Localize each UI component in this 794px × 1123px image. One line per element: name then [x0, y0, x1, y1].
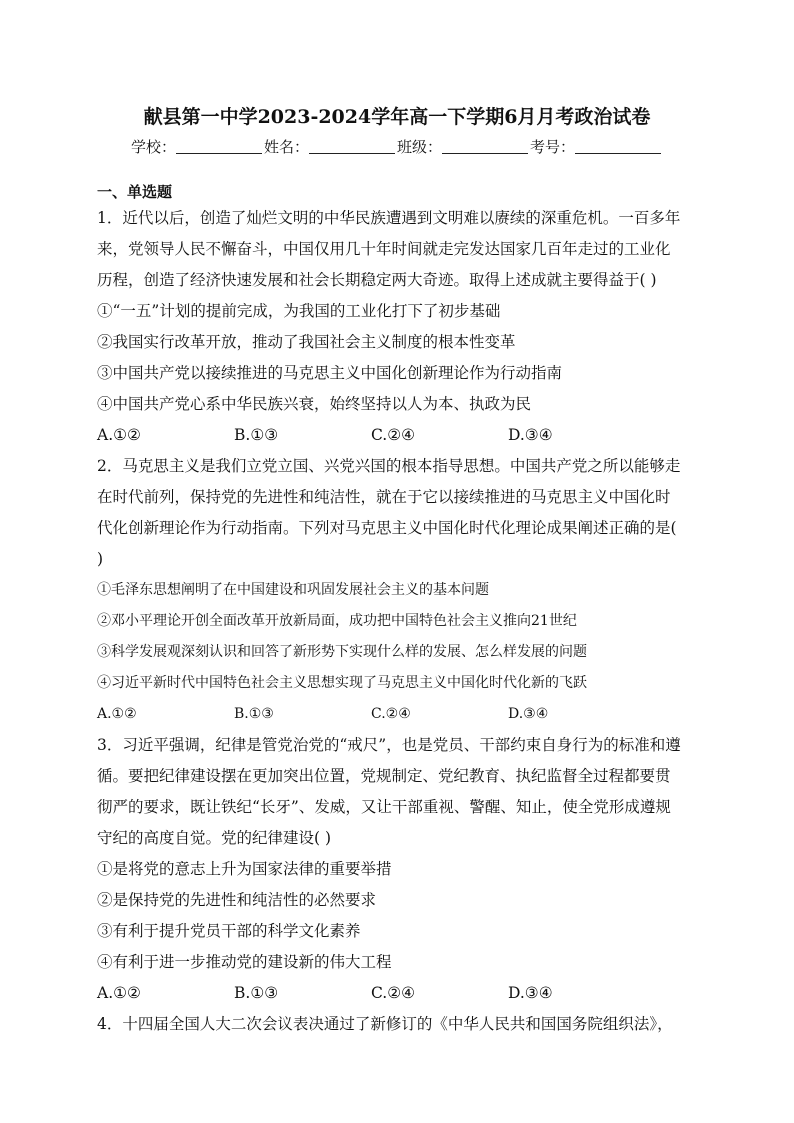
- name-blank[interactable]: [309, 139, 395, 154]
- name-label: 姓名：: [263, 138, 309, 156]
- question-stem-line: 来，党领导人民不懈奋斗，中国仅用几十年时间就走完发达国家几百年走过的工业化: [97, 240, 671, 258]
- question-1: [97, 203, 703, 451]
- question-stem-line: 循。要把纪律建设摆在更加突出位置，党规制定、党纪教育、执纪监督全过程都要贯: [97, 767, 671, 785]
- question-2: [97, 451, 703, 730]
- statement: ③有利于提升党员干部的科学文化素养: [97, 922, 361, 940]
- choice-b[interactable]: B.①③: [234, 706, 274, 722]
- exam-title: 献县第一中学2023-2024学年高一下学期6月月考政治试卷: [143, 106, 651, 128]
- question-4: [97, 1009, 703, 1040]
- questions-area: [97, 203, 703, 1040]
- statement: ①是将党的意志上升为国家法律的重要举措: [97, 860, 392, 878]
- answer-choices: [97, 699, 703, 730]
- choice-a[interactable]: A.①②: [97, 984, 141, 1002]
- question-stem-line: 守纪的高度自觉。党的纪律建设( ): [97, 829, 332, 847]
- statement: ③中国共产党以接续推进的马克思主义中国化创新理论作为行动指南: [97, 364, 563, 382]
- question-stem-line: ): [97, 550, 104, 568]
- student-info-line: [0, 136, 794, 157]
- choice-b[interactable]: B.①③: [234, 984, 279, 1002]
- statement: ②是保持党的先进性和纯洁性的必然要求: [97, 891, 377, 909]
- statement: ④习近平新时代中国特色社会主义思想实现了马克思主义中国化时代化新的飞跃: [97, 675, 587, 691]
- question-stem-line: 1．近代以后，创造了灿烂文明的中华民族遭遇到文明难以赓续的深重危机。一百多年: [97, 209, 681, 227]
- question-stem-line: 在时代前列，保持党的先进性和纯洁性，就在于它以接续推进的马克思主义中国化时: [97, 488, 671, 506]
- choice-d[interactable]: D.③④: [508, 426, 553, 444]
- choice-b[interactable]: B.①③: [234, 426, 279, 444]
- choice-a[interactable]: A.①②: [97, 426, 141, 444]
- class-label: 班级：: [397, 138, 443, 156]
- school-blank[interactable]: [176, 139, 262, 154]
- statement: ②邓小平理论开创全面改革开放新局面，成功把中国特色社会主义推向21世纪: [97, 613, 577, 629]
- number-blank[interactable]: [575, 139, 661, 154]
- question-stem-line: 彻严的要求，既让铁纪“长牙”、发威，又让干部重视、警醒、知止，使全党形成遵规: [97, 798, 671, 816]
- question-stem-line: 3．习近平强调，纪律是管党治党的“戒尺”，也是党员、干部约束自身行为的标准和遵: [97, 736, 681, 754]
- school-label: 学校：: [130, 138, 176, 156]
- question-stem-line: 历程，创造了经济快速发展和社会长期稳定两大奇迹。取得上述成就主要得益于( ): [97, 271, 657, 289]
- class-blank[interactable]: [442, 139, 528, 154]
- statement: ④中国共产党心系中华民族兴衰，始终坚持以人为本、执政为民: [97, 395, 532, 413]
- choice-d[interactable]: D.③④: [508, 706, 549, 722]
- question-stem-line: 2．马克思主义是我们立党立国、兴党兴国的根本指导思想。中国共产党之所以能够走: [97, 457, 681, 475]
- statement: ②我国实行改革开放，推动了我国社会主义制度的根本性变革: [97, 333, 516, 351]
- answer-choices: [97, 420, 703, 451]
- question-stem-line: 4．十四届全国人大二次会议表决通过了新修订的《中华人民共和国国务院组织法》，: [97, 1015, 673, 1033]
- answer-choices: [97, 978, 703, 1009]
- choice-c[interactable]: C.②④: [371, 984, 416, 1002]
- question-3: [97, 730, 703, 1009]
- choice-c[interactable]: C.②④: [371, 426, 416, 444]
- choice-a[interactable]: A.①②: [97, 706, 137, 722]
- choice-d[interactable]: D.③④: [508, 984, 553, 1002]
- choice-c[interactable]: C.②④: [371, 706, 411, 722]
- section-heading: 一、单选题: [97, 183, 173, 201]
- question-stem-line: 代化创新理论作为行动指南。下列对马克思主义中国化时代化理论成果阐述正确的是(: [97, 519, 677, 537]
- statement: ③科学发展观深刻认识和回答了新形势下实现什么样的发展、怎么样发展的问题: [97, 644, 587, 660]
- statement: ①毛泽东思想阐明了在中国建设和巩固发展社会主义的基本问题: [97, 582, 489, 598]
- statement: ①“一五”计划的提前完成，为我国的工业化打下了初步基础: [97, 302, 501, 320]
- number-label: 考号：: [530, 138, 576, 156]
- statement: ④有利于进一步推动党的建设新的伟大工程: [97, 953, 392, 971]
